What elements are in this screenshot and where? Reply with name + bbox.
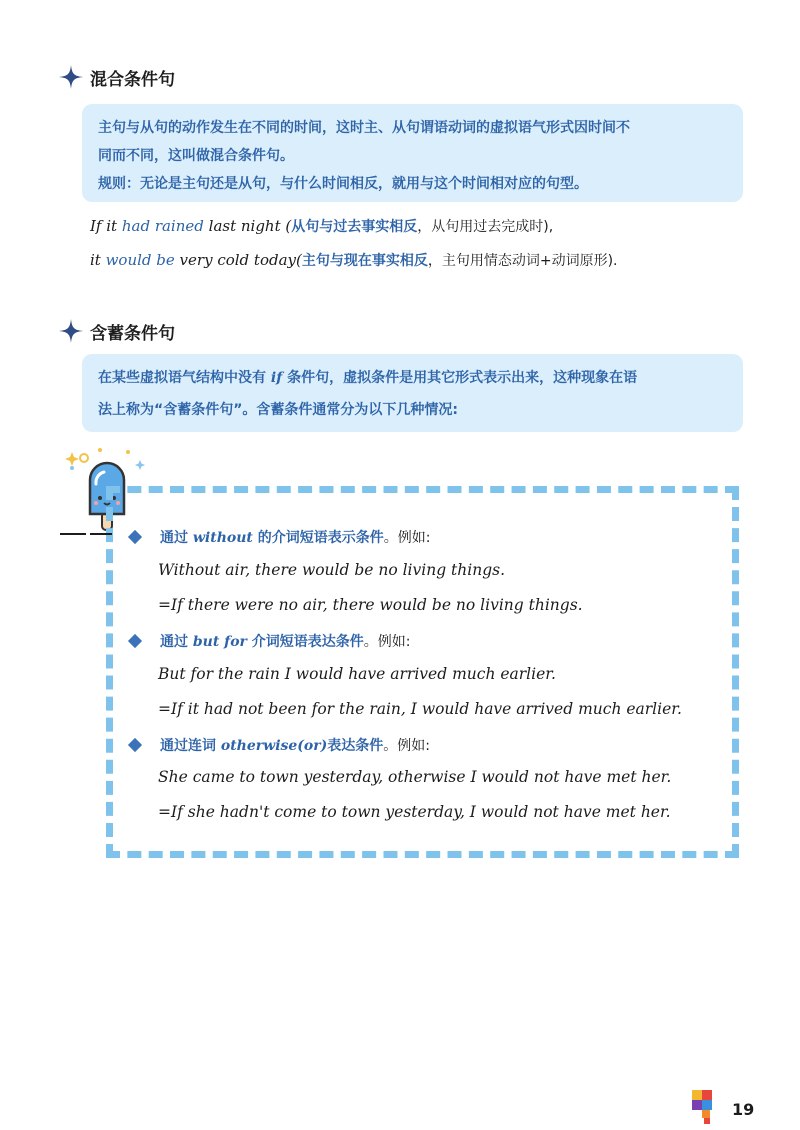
list-item: 通过连词 otherwise(or)表达条件 。例如: [128,735,430,755]
decorative-line [60,533,112,535]
diamond-bullet-icon [128,530,142,544]
example-english: =If she hadn't come to town yesterday, I would not have met her. [158,803,671,821]
info-line: 在某些虚拟语气结构中没有 if 条件句，虚拟条件是用其它形式表示出来，这种现象在语 [98,370,638,386]
example-english: She came to town yesterday, otherwise I would not have met her. [158,768,672,786]
item-label: 通过 without 的介词短语表示条件 [160,530,384,546]
section-heading-implied [58,318,175,344]
example-english: But for the rain I would have arrived much earlier. [158,665,556,683]
section-heading-mixed [58,64,175,90]
diamond-bullet-icon [128,634,142,648]
info-line: 主句与从句的动作发生在不同的时间，这时主、从句谓语动词的虚拟语气形式因时间不 [98,120,630,136]
example-english: =If there were no air, there would be no living things. [158,596,583,614]
list-item: 通过 but for 介词短语表达条件 。例如: [128,631,411,651]
sparkle-star-icon [58,318,84,344]
section-title: 含蓄条件句 [90,323,175,344]
example-english: =If it had not been for the rain, I would have arrived much earlier. [158,700,682,718]
item-label: 通过 but for 介词短语表达条件 [160,634,364,650]
example-sentence: If it had rained last night (从句与过去事实相反，从句用过去完成时), [90,217,554,235]
item-label: 通过连词 otherwise(or)表达条件 [160,738,384,754]
section-title: 混合条件句 [90,69,175,90]
page-number: 19 [732,1100,755,1119]
example-sentence: it would be very cold today(主句与现在事实相反，主句用情态动词+动词原形). [90,251,618,269]
list-item: 通过 without 的介词短语表示条件 。例如: [128,527,430,547]
brand-logo-icon [690,1086,720,1126]
info-line: 规则：无论是主句还是从句，与什么时间相反，就用与这个时间相对应的句型。 [98,176,588,192]
info-line: 同而不同，这叫做混合条件句。 [98,148,294,164]
info-box-mixed [82,104,743,202]
sparkle-star-icon [58,64,84,90]
diamond-bullet-icon [128,738,142,752]
example-english: Without air, there would be no living things. [158,561,506,579]
info-line: 法上称为“含蓄条件句”。含蓄条件通常分为以下几种情况: [98,402,458,418]
info-box-implied [82,354,743,432]
